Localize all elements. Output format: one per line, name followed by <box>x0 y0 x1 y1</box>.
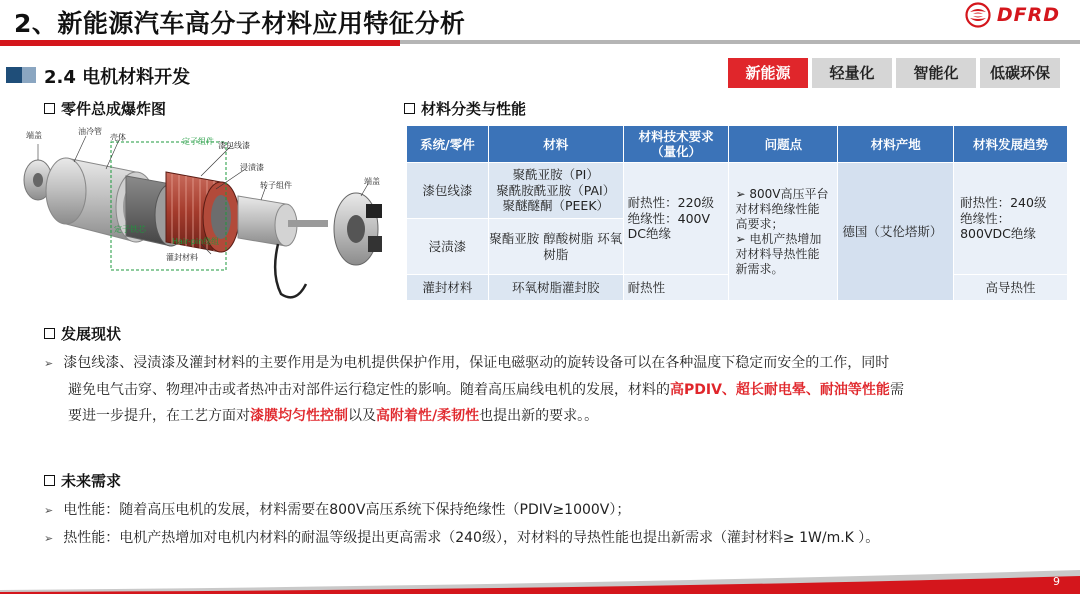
cell-issues-merged: ➢ 800V高压平台对材料绝缘性能高要求； ➢ 电机产热增加对材料导热性能新需求。 <box>729 163 838 301</box>
label-end-cap-left: 端盖 <box>26 131 42 140</box>
cell-part: 灌封材料 <box>407 275 489 301</box>
table-heading-text: 材料分类与性能 <box>421 100 527 118</box>
arrow-bullet-icon: ➢ <box>44 357 54 370</box>
label-oil-pipe: 油冷管 <box>78 127 102 136</box>
table-heading <box>404 98 526 119</box>
future-item: ➢ 热性能：电机产热增加对电机内材料的耐温等级提出更高需求（240级），对材料的导热性能也提出新需求（灌封材料≥ 1W/m.K ）。 <box>44 530 880 546</box>
status-heading-text: 发展现状 <box>61 325 122 343</box>
label-potting: 灌封材料 <box>166 253 198 262</box>
diagram-heading <box>44 98 166 119</box>
header-trend: 材料发展趋势 <box>954 126 1068 163</box>
status-line-2: 避免电气击穿、物理冲击或者热冲击对部件运行稳定性的影响。随着高压扁线电机的发展，材料的高PDIV、超长耐电晕、耐油等性能需 <box>68 382 904 398</box>
table-header-row <box>407 126 1068 163</box>
label-stator-core: 定子铁芯 <box>114 225 146 234</box>
header-requirement: 材料技术要求 （量化） <box>623 126 729 163</box>
checkbox-icon <box>404 103 415 114</box>
status-heading <box>44 323 121 344</box>
cell-part: 浸渍漆 <box>407 219 489 275</box>
category-tabs <box>728 58 1060 88</box>
materials-table <box>406 125 1068 301</box>
cell-material: 聚酰亚胺（PI） 聚酰胺酰亚胺（PAI） 聚醚醚酮（PEEK） <box>488 163 623 219</box>
label-housing: 壳体 <box>110 133 126 142</box>
logo <box>965 2 1060 28</box>
cell-requirement-merged: 耐热性：220级 绝缘性：400V DC绝缘 <box>623 163 729 275</box>
header-rule-red <box>0 40 400 46</box>
page-title: 2、新能源汽车高分子材料应用特征分析 <box>14 9 466 38</box>
label-impregnating-varnish: 浸渍漆 <box>240 163 264 172</box>
cell-part: 漆包线漆 <box>407 163 489 219</box>
label-end-cap-right: 端盖 <box>364 177 380 186</box>
tab-lightweight[interactable]: 轻量化 <box>812 58 892 88</box>
future-heading-text: 未来需求 <box>61 472 122 490</box>
cell-requirement: 耐热性 <box>623 275 729 301</box>
cell-material: 聚酯亚胺 醇酸树脂 环氧树脂 <box>488 219 623 275</box>
motor-exploded-illustration <box>16 124 406 316</box>
status-line-3: 要进一步提升，在工艺方面对漆膜均匀性控制以及高附着性/柔韧性也提出新的要求。。 <box>68 408 599 424</box>
header-origin: 材料产地 <box>838 126 954 163</box>
arrow-bullet-icon: ➢ <box>44 532 54 545</box>
cell-trend-merged: 耐热性：240级 绝缘性： 800VDC绝缘 <box>954 163 1068 275</box>
future-heading <box>44 470 121 491</box>
cell-origin-merged: 德国（艾伦塔斯） <box>838 163 954 301</box>
header-issues: 问题点 <box>729 126 838 163</box>
header-rule-gray <box>400 40 1080 44</box>
diagram-heading-text: 零件总成爆炸图 <box>61 100 167 118</box>
checkbox-icon <box>44 103 55 114</box>
section-marker-accent <box>22 67 36 83</box>
status-paragraph <box>44 350 904 429</box>
future-item: ➢ 电性能：随着高压电机的发展，材料需要在800V高压系统下保持绝缘性（PDIV≥1000V）； <box>44 502 631 518</box>
header-material: 材料 <box>488 126 623 163</box>
table-row <box>407 163 1068 219</box>
cell-material: 环氧树脂灌封胶 <box>488 275 623 301</box>
header-part: 系统/零件 <box>407 126 489 163</box>
page-number: 9 <box>1053 575 1060 588</box>
label-stator-assembly: 定子组件 <box>182 137 214 146</box>
label-hairpin: Hair-pin绕组 <box>172 237 220 246</box>
cell-trend: 高导热性 <box>954 275 1068 301</box>
label-rotor-assembly: 转子组件 <box>260 181 292 190</box>
tab-new-energy[interactable]: 新能源 <box>728 58 808 88</box>
status-line-1: ➢ 漆包线漆、浸渍漆及灌封材料的主要作用是为电机提供保护作用，保证电磁驱动的旋转设备可以在各种温度下稳定而安全的工作，同时 <box>44 355 890 371</box>
label-enamel-wire: 漆包线漆 <box>218 141 250 150</box>
section-marker <box>6 67 22 83</box>
checkbox-icon <box>44 328 55 339</box>
logo-text: DFRD <box>996 4 1060 26</box>
arrow-bullet-icon: ➢ <box>44 504 54 517</box>
checkbox-icon <box>44 475 55 486</box>
tab-intelligent[interactable]: 智能化 <box>896 58 976 88</box>
footer-wave <box>0 556 1080 594</box>
section-title: 2.4 电机材料开发 <box>44 67 191 88</box>
motor-exploded-diagram <box>16 124 406 316</box>
tab-low-carbon[interactable]: 低碳环保 <box>980 58 1060 88</box>
brand-logo-icon <box>965 2 991 28</box>
